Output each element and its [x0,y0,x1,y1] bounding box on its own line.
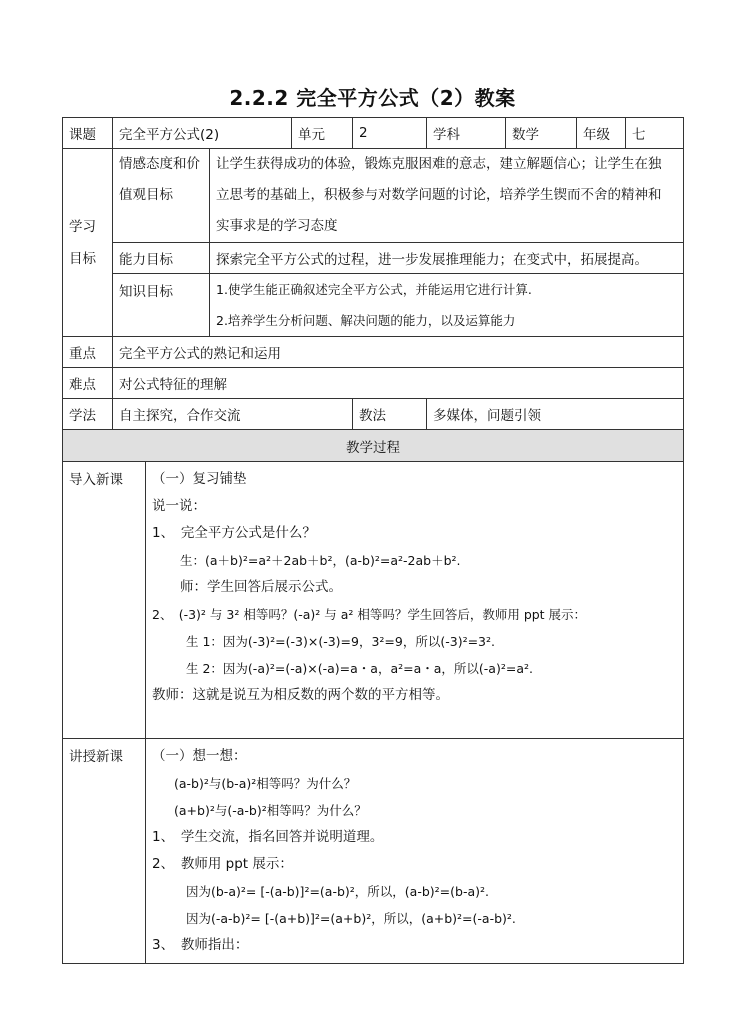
subject-label: 学科 [427,118,506,149]
lecture-line-6: 因为(b-a)²= [-(a-b)]²=(a-b)²，所以，(a-b)²=(b-a)². [186,884,489,899]
grade-value: 七 [626,118,684,149]
intro-line-3: 1、 完全平方公式是什么？ [152,525,316,541]
intro-line-8: 生 2：因为(-a)²=(-a)×(-a)=a・a，a²=a・a，所以(-a)²=a². [186,661,533,676]
attitude-text [210,149,684,243]
attitude-text-line2: 立思考的基础上，积极参与对数学问题的讨论，培养学生锲而不舍的精神和 [216,187,662,203]
difficulty-row [63,368,684,399]
knowledge-text [210,274,684,337]
intro-line-2: 说一说： [152,498,206,514]
knowledge-row [63,274,684,337]
intro-line-5: 师：学生回答后展示公式。 [180,579,342,595]
attitude-label-line2: 值观目标 [119,187,173,203]
intro-line-4: 生：(a＋b)²=a²＋2ab＋b²，(a-b)²=a²-2ab＋b². [180,553,461,568]
difficulty-label: 难点 [63,368,113,399]
intro-line-9: 教师：这就是说互为相反数的两个数的平方相等。 [152,687,449,703]
intro-row [63,462,684,739]
lecture-line-2: (a-b)²与(b-a)²相等吗？为什么？ [174,776,357,791]
intro-line-7: 生 1：因为(-3)²=(-3)×(-3)=9，3²=9，所以(-3)²=3². [186,634,495,649]
learn-method-text: 自主探究，合作交流 [113,399,353,430]
intro-label: 导入新课 [63,462,146,739]
knowledge-text-line2: 2.培养学生分析问题、解决问题的能力，以及运算能力 [216,313,516,328]
page-title: 2.2.2 完全平方公式（2）教案 [229,86,516,110]
lecture-content [146,739,684,964]
info-row [63,118,684,149]
ability-row [63,243,684,274]
process-header-row [63,430,684,462]
lecture-row [63,739,684,964]
methods-row [63,399,684,430]
intro-content [146,462,684,739]
difficulty-text: 对公式特征的理解 [113,368,684,399]
goals-label-line2: 目标 [69,250,96,267]
goals-label-line1: 学习 [69,218,96,235]
goals-label [63,149,113,337]
key-row [63,337,684,368]
process-title: 教学过程 [63,430,684,462]
attitude-label [113,149,210,243]
key-label: 重点 [63,337,113,368]
attitude-text-line3: 实事求是的学习态度 [216,218,338,234]
intro-line-1: （一）复习铺垫 [152,471,247,487]
ability-text: 探索完全平方公式的过程，进一步发展推理能力；在变式中，拓展提高。 [210,243,684,274]
lecture-line-8: 3、 教师指出： [152,937,249,953]
teach-method-text: 多媒体，问题引领 [427,399,684,430]
attitude-label-line1: 情感态度和价 [119,156,200,172]
lecture-line-1: （一）想一想： [152,748,247,764]
key-text: 完全平方公式的熟记和运用 [113,337,684,368]
ability-label: 能力目标 [113,243,210,274]
intro-line-6: 2、 (-3)² 与 3² 相等吗？(-a)² 与 a² 相等吗？学生回答后，教师用 ppt 展示： [152,607,587,622]
lecture-label: 讲授新课 [63,739,146,964]
knowledge-label: 知识目标 [113,274,210,337]
unit-value: 2 [353,118,427,149]
attitude-text-line1: 让学生获得成功的体验，锻炼克服困难的意志，建立解题信心；让学生在独 [216,156,662,172]
knowledge-text-line1: 1.使学生能正确叙述完全平方公式，并能运用它进行计算. [216,282,532,297]
lecture-line-3: (a+b)²与(-a-b)²相等吗？为什么？ [174,803,367,818]
course-value: 完全平方公式(2) [113,118,292,149]
course-label: 课题 [63,118,113,149]
teach-method-label: 教法 [353,399,427,430]
subject-value: 数学 [506,118,577,149]
attitude-row [63,149,684,243]
lecture-line-4: 1、 学生交流，指名回答并说明道理。 [152,829,384,845]
lecture-line-5: 2、 教师用 ppt 展示： [152,856,293,872]
lesson-plan-table [62,117,684,964]
unit-label: 单元 [292,118,353,149]
learn-method-label: 学法 [63,399,113,430]
lecture-line-7: 因为(-a-b)²= [-(a+b)]²=(a+b)²，所以，(a+b)²=(-a-b)². [186,911,516,926]
grade-label: 年级 [577,118,626,149]
